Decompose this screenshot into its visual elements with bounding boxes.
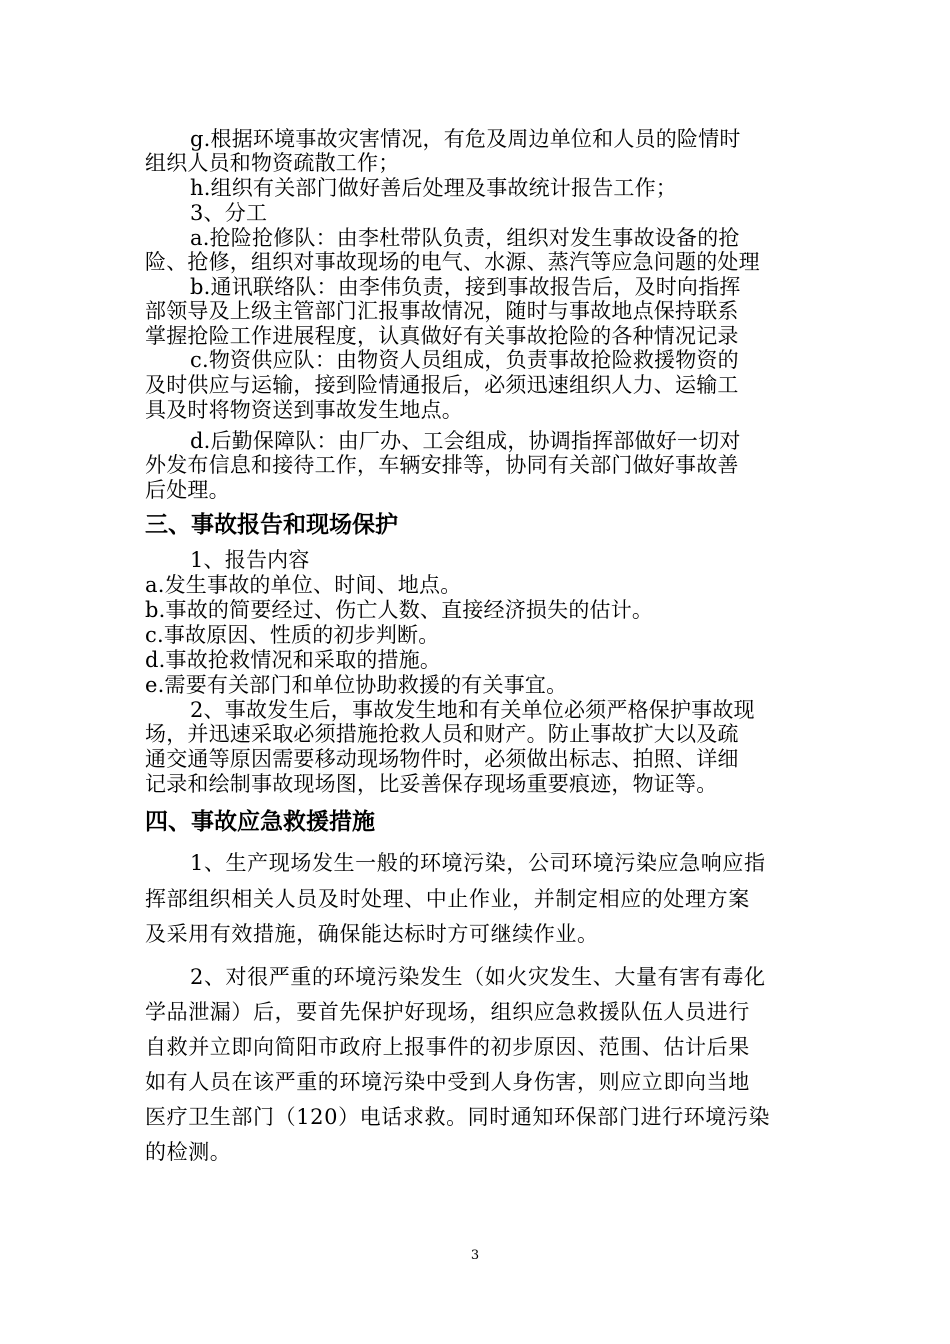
text-line: 1、报告内容 [190,548,310,572]
text-line: 2、对很严重的环境污染发生（如火灾发生、大量有害有毒化 [190,965,766,989]
text-line: h.组织有关部门做好善后处理及事故统计报告工作； [190,176,677,200]
text-line: g.根据环境事故灾害情况，有危及周边单位和人员的险情时 [190,127,741,151]
page-number: 3 [470,1248,480,1263]
text-line: 掌握抢险工作进展程度，认真做好有关事故抢险的各种情况记录 [145,324,739,348]
text-line: a.抢险抢修队：由李杜带队负责，组织对发生事故设备的抢 [190,226,740,250]
section-heading: 三、事故报告和现场保护 [145,512,398,538]
text-line: 及时供应与运输，接到险情通报后，必须迅速组织人力、运输工 [145,373,739,397]
text-line: c.事故原因、性质的初步判断。 [145,623,440,647]
text-line: 医疗卫生部门（120）电话求救。同时通知环保部门进行环境污染 [145,1105,771,1129]
text-line: d.后勤保障队：由厂办、工会组成，协调指挥部做好一切对 [190,429,741,453]
text-line: 及采用有效措施，确保能达标时方可继续作业。 [145,922,599,946]
text-line: e.需要有关部门和单位协助救援的有关事宜。 [145,673,568,697]
text-line: 3、分工 [190,201,268,225]
text-line: 自救并立即向简阳市政府上报事件的初步原因、范围、估计后果 [145,1035,750,1059]
text-line: b.通讯联络队：由李伟负责，接到事故报告后，及时向指挥 [190,275,741,299]
text-line: d.事故抢救情况和采取的措施。 [145,648,442,672]
text-line: b.事故的简要经过、伤亡人数、直接经济损失的估计。 [145,598,654,622]
text-line: 学品泄漏）后，要首先保护好现场，组织应急救援队伍人员进行 [145,1000,750,1024]
text-line: 通交通等原因需要移动现场物件时，必须做出标志、拍照、详细 [145,747,739,771]
text-line: 如有人员在该严重的环境污染中受到人身伤害，则应立即向当地 [145,1070,750,1094]
text-line: 挥部组织相关人员及时处理、中止作业，并制定相应的处理方案 [145,887,750,911]
text-line: 具及时将物资送到事故发生地点。 [145,398,463,422]
text-line: 组织人员和物资疏散工作； [145,151,400,175]
text-line: 部领导及上级主管部门汇报事故情况，随时与事故地点保持联系 [145,299,739,323]
section-heading: 四、事故应急救援措施 [145,809,375,835]
text-line: 险、抢修，组织对事故现场的电气、水源、蒸汽等应急问题的处理 [145,250,760,274]
text-line: c.物资供应队：由物资人员组成，负责事故抢险救援物资的 [190,348,739,372]
text-line: 2、事故发生后，事故发生地和有关单位必须严格保护事故现 [190,698,755,722]
text-line: a.发生事故的单位、时间、地点。 [145,573,462,597]
text-line: 外发布信息和接待工作，车辆安排等，协同有关部门做好事故善 [145,453,739,477]
text-line: 后处理。 [145,478,230,502]
text-line: 的检测。 [145,1140,232,1164]
text-line: 1、生产现场发生一般的环境污染，公司环境污染应急响应指 [190,851,766,875]
text-line: 记录和绘制事故现场图，比妥善保存现场重要痕迹，物证等。 [145,772,718,796]
text-line: 场，并迅速采取必须措施抢救人员和财产。防止事故扩大以及疏 [145,722,739,746]
